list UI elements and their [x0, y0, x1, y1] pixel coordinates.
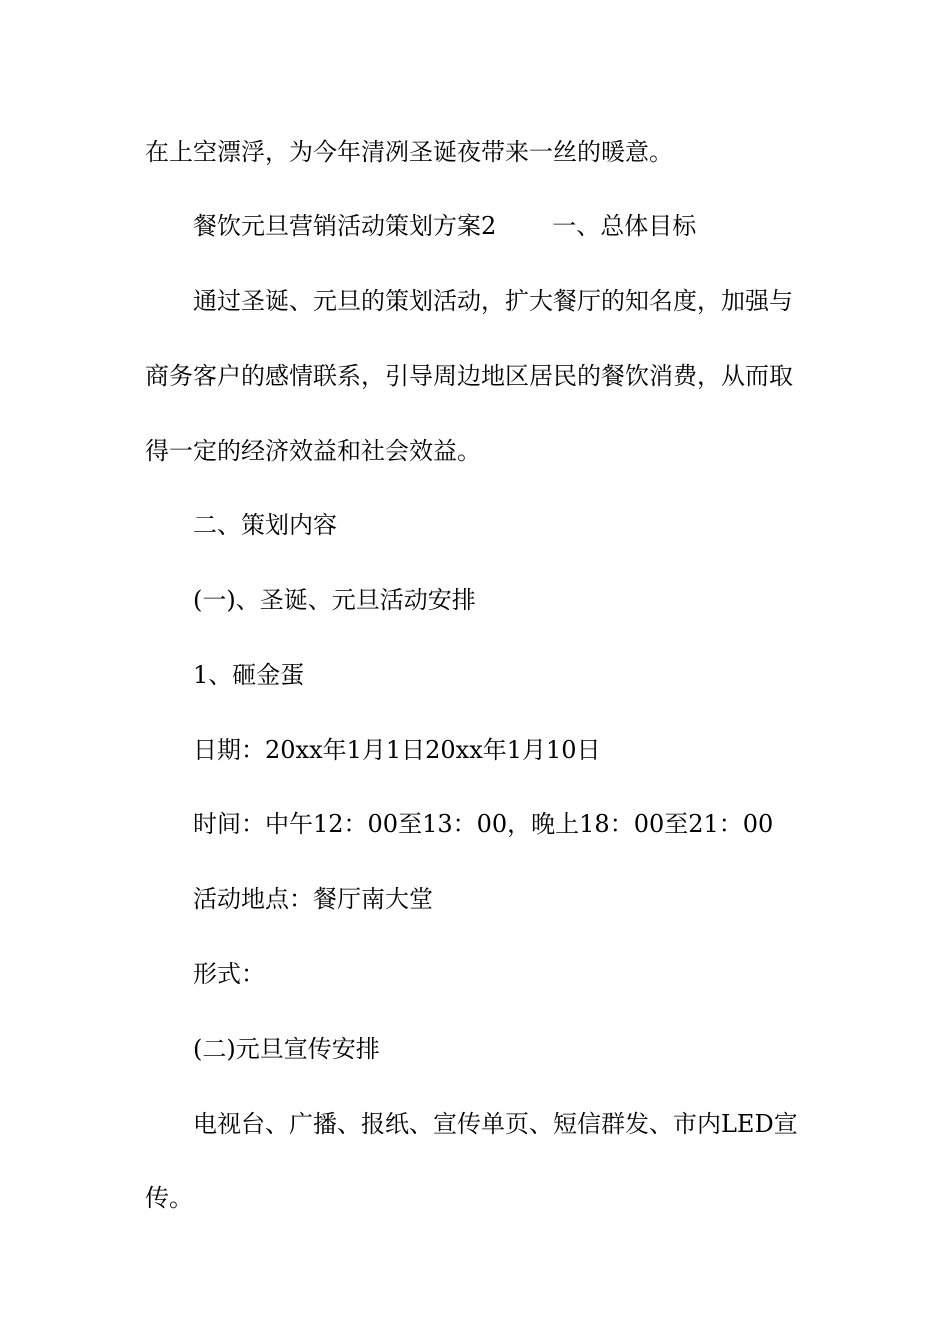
section-heading: 二、策划内容	[193, 511, 337, 539]
paragraph-line: 传。	[145, 1184, 193, 1212]
item-heading: 1、砸金蛋	[193, 661, 305, 689]
plan-title: 餐饮元旦营销活动策划方案2	[193, 212, 497, 240]
location-line: 活动地点：餐厅南大堂	[193, 885, 433, 913]
paragraph-line: 电视台、广播、报纸、宣传单页、短信群发、市内LED宣	[193, 1110, 798, 1138]
paragraph-line: 通过圣诞、元旦的策划活动，扩大餐厅的知名度，加强与	[193, 287, 793, 315]
subsection-heading: (二)元旦宣传安排	[193, 1035, 380, 1063]
plan-heading-line	[193, 210, 815, 242]
time-line: 时间：中午12：00至13：00，晚上18：00至21：00	[193, 810, 774, 838]
subsection-heading: (一)、圣诞、元旦活动安排	[193, 586, 476, 614]
date-line: 日期：20xx年1月1日20xx年1月10日	[193, 736, 601, 764]
section-heading: 一、总体目标	[552, 212, 697, 240]
paragraph-line: 商务客户的感情联系，引导周边地区居民的餐饮消费，从而取	[145, 362, 793, 390]
format-line: 形式：	[193, 960, 265, 988]
paragraph-line: 在上空漂浮，为今年清冽圣诞夜带来一丝的暖意。	[145, 138, 673, 166]
paragraph-line: 得一定的经济效益和社会效益。	[145, 437, 481, 465]
